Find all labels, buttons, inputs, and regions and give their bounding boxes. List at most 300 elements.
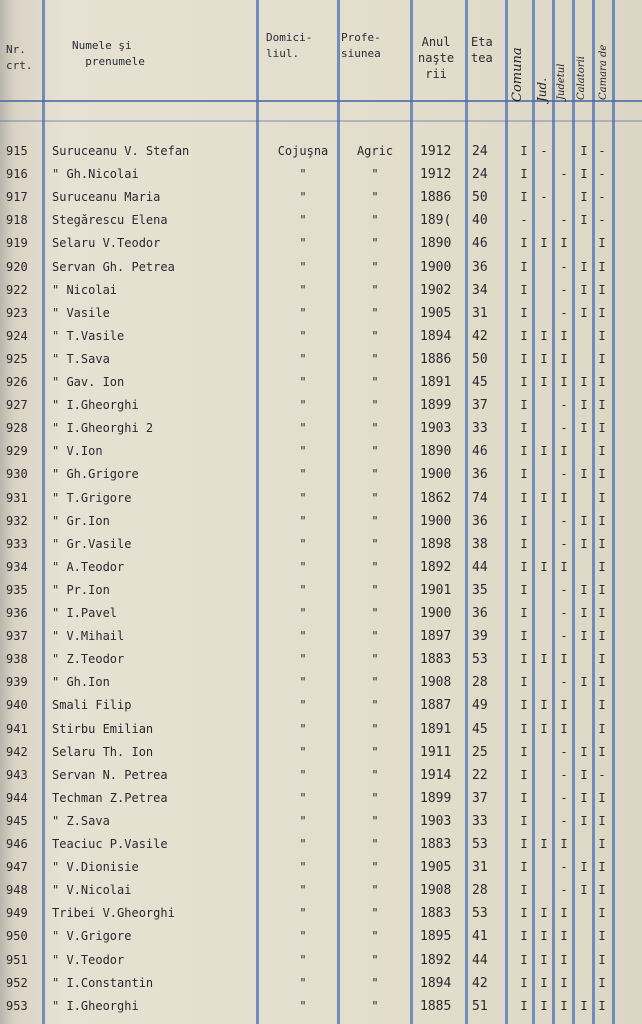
mark-4: I xyxy=(580,536,588,551)
mark-3: I xyxy=(560,559,568,574)
mark-5: I xyxy=(598,652,606,667)
mark-2: - xyxy=(540,190,548,205)
row-number: 922 xyxy=(6,282,28,297)
person-name: " V.Nicolai xyxy=(52,883,132,898)
mark-3: - xyxy=(560,398,568,413)
domiciliu: " xyxy=(299,236,307,251)
mark-3: - xyxy=(560,282,568,297)
profesiune: " xyxy=(371,236,379,251)
profesiune: " xyxy=(371,744,379,759)
mark-4: I xyxy=(580,513,588,528)
row-number: 937 xyxy=(6,629,28,644)
mark-4: I xyxy=(580,398,588,413)
mark-1: I xyxy=(520,444,528,459)
domiciliu: " xyxy=(299,652,307,667)
mark-5: - xyxy=(598,167,606,182)
age: 24 xyxy=(472,167,488,183)
person-name: " Pr.Ion xyxy=(52,582,110,597)
mark-4: I xyxy=(580,606,588,620)
age: 49 xyxy=(472,698,488,714)
row-number: 936 xyxy=(6,606,28,620)
domiciliu: " xyxy=(299,259,307,274)
mark-3: I xyxy=(560,490,568,505)
mark-5: I xyxy=(598,675,606,690)
domiciliu: " xyxy=(299,190,307,205)
age: 42 xyxy=(472,975,488,991)
age: 50 xyxy=(472,351,488,367)
table-row xyxy=(0,741,642,764)
row-number: 943 xyxy=(6,767,28,782)
mark-1: I xyxy=(520,998,528,1013)
person-name: Techman Z.Petrea xyxy=(52,790,168,805)
mark-1: I xyxy=(520,582,528,597)
mark-5: I xyxy=(598,236,606,251)
mark-1: I xyxy=(520,767,528,782)
mark-5: I xyxy=(598,536,606,551)
header-mark-2: Jud. xyxy=(535,77,549,102)
birth-year: 1900 xyxy=(420,259,452,275)
mark-1: I xyxy=(520,259,528,274)
mark-1: I xyxy=(520,328,528,343)
table-row xyxy=(0,879,642,902)
mark-3: - xyxy=(560,305,568,320)
table-row xyxy=(0,718,642,741)
mark-2: I xyxy=(540,952,548,967)
age: 24 xyxy=(472,144,488,159)
mark-1: I xyxy=(520,282,528,297)
mark-3: - xyxy=(560,767,568,782)
birth-year: 1883 xyxy=(420,837,452,852)
row-number: 924 xyxy=(6,328,28,343)
mark-1: I xyxy=(520,144,528,158)
birth-year: 1883 xyxy=(420,906,452,922)
domiciliu: " xyxy=(299,536,307,551)
row-number: 926 xyxy=(6,375,28,389)
mark-3: I xyxy=(560,952,568,967)
age: 33 xyxy=(472,813,488,829)
mark-4: I xyxy=(580,467,588,482)
mark-1: I xyxy=(520,837,528,851)
age: 39 xyxy=(472,629,488,645)
domiciliu: " xyxy=(299,675,307,690)
birth-year: 189( xyxy=(420,213,452,229)
domiciliu: " xyxy=(299,328,307,343)
mark-4: I xyxy=(580,767,588,782)
mark-4: I xyxy=(580,883,588,898)
table-row xyxy=(0,510,642,533)
mark-4: I xyxy=(580,629,588,644)
mark-5: I xyxy=(598,513,606,528)
person-name: " Gh.Nicolai xyxy=(52,167,139,182)
mark-3: - xyxy=(560,675,568,690)
birth-year: 1892 xyxy=(420,559,452,575)
person-name: " Z.Teodor xyxy=(52,652,125,667)
age: 53 xyxy=(472,652,488,668)
mark-1: I xyxy=(520,952,528,967)
age: 36 xyxy=(472,467,488,483)
mark-5: I xyxy=(598,282,606,297)
header-name: Numele şi prenumele xyxy=(72,39,145,68)
mark-3: - xyxy=(560,513,568,528)
table-row xyxy=(0,579,642,602)
mark-2: I xyxy=(540,236,548,251)
domiciliu: " xyxy=(299,975,307,990)
domiciliu: " xyxy=(299,559,307,574)
person-name: Servan N. Petrea xyxy=(52,767,168,782)
row-number: 945 xyxy=(6,813,28,828)
row-number: 927 xyxy=(6,398,28,413)
profesiune: " xyxy=(371,767,379,782)
mark-3: I xyxy=(560,236,568,251)
mark-5: I xyxy=(598,698,606,713)
mark-2: I xyxy=(540,837,548,851)
birth-year: 1912 xyxy=(420,144,452,159)
birth-year: 1897 xyxy=(420,629,452,645)
mark-4: I xyxy=(580,860,588,875)
table-row xyxy=(0,140,642,163)
table-row xyxy=(0,256,642,279)
row-number: 951 xyxy=(6,952,28,967)
person-name: " Gh.Grigore xyxy=(52,467,139,482)
domiciliu: " xyxy=(299,952,307,967)
profesiune: " xyxy=(371,629,379,644)
mark-3: I xyxy=(560,652,568,667)
age: 44 xyxy=(472,559,488,575)
table-row xyxy=(0,186,642,209)
profesiune: " xyxy=(371,444,379,459)
mark-5: I xyxy=(598,906,606,921)
header-mark-3: Judetul xyxy=(556,63,567,100)
mark-5: I xyxy=(598,975,606,990)
mark-1: I xyxy=(520,398,528,413)
mark-3: I xyxy=(560,721,568,736)
domiciliu: " xyxy=(299,744,307,759)
person-name: Stirbu Emilian xyxy=(52,721,154,736)
mark-1: I xyxy=(520,513,528,528)
birth-year: 1883 xyxy=(420,652,452,668)
domiciliu: " xyxy=(299,582,307,597)
row-number: 932 xyxy=(6,513,28,528)
mark-4: I xyxy=(580,259,588,274)
row-number: 935 xyxy=(6,582,28,597)
row-number: 940 xyxy=(6,698,28,713)
table-row xyxy=(0,487,642,510)
domiciliu: " xyxy=(299,813,307,828)
person-name: " V.Ion xyxy=(52,444,103,459)
table-row xyxy=(0,325,642,348)
mark-1: - xyxy=(520,213,528,228)
birth-year: 1885 xyxy=(420,998,452,1014)
mark-4: I xyxy=(580,282,588,297)
person-name: " Gr.Vasile xyxy=(52,536,132,551)
mark-5: I xyxy=(598,305,606,320)
row-number: 944 xyxy=(6,790,28,805)
mark-2: I xyxy=(540,444,548,459)
mark-1: I xyxy=(520,883,528,898)
birth-year: 1891 xyxy=(420,721,452,737)
person-name: " Gh.Ion xyxy=(52,675,110,690)
mark-1: I xyxy=(520,813,528,828)
mark-1: I xyxy=(520,606,528,620)
age: 53 xyxy=(472,906,488,922)
mark-2: I xyxy=(540,490,548,505)
mark-3: - xyxy=(560,536,568,551)
mark-5: I xyxy=(598,929,606,944)
domiciliu: " xyxy=(299,375,307,389)
mark-4: I xyxy=(580,790,588,805)
birth-year: 1895 xyxy=(420,929,452,945)
mark-4: I xyxy=(580,213,588,228)
person-name: Teaciuc P.Vasile xyxy=(52,837,168,851)
table-row xyxy=(0,810,642,833)
mark-3: - xyxy=(560,790,568,805)
table-row xyxy=(0,764,642,787)
person-name: " V.Mihail xyxy=(52,629,125,644)
age: 38 xyxy=(472,536,488,552)
mark-5: - xyxy=(598,213,606,228)
age: 42 xyxy=(472,328,488,344)
person-name: Selaru V.Teodor xyxy=(52,236,161,251)
mark-1: I xyxy=(520,305,528,320)
domiciliu: " xyxy=(299,860,307,875)
person-name: Suruceanu Maria xyxy=(52,190,161,205)
age: 33 xyxy=(472,421,488,437)
person-name: Stegărescu Elena xyxy=(52,213,168,228)
mark-3: - xyxy=(560,813,568,828)
domiciliu: " xyxy=(299,282,307,297)
mark-5: I xyxy=(598,883,606,898)
profesiune: " xyxy=(371,282,379,297)
birth-year: 1908 xyxy=(420,883,452,899)
person-name: " I.Pavel xyxy=(52,606,118,620)
table-row xyxy=(0,902,642,925)
mark-1: I xyxy=(520,790,528,805)
birth-year: 1894 xyxy=(420,328,452,344)
person-name: " V.Dionisie xyxy=(52,860,139,875)
mark-1: I xyxy=(520,929,528,944)
row-number: 915 xyxy=(6,144,28,158)
domiciliu: " xyxy=(299,398,307,413)
birth-year: 1887 xyxy=(420,698,452,714)
domiciliu: " xyxy=(299,213,307,228)
person-name: " T.Vasile xyxy=(52,328,125,343)
domiciliu: " xyxy=(299,167,307,182)
table-row xyxy=(0,602,642,625)
profesiune: " xyxy=(371,490,379,505)
domiciliu: " xyxy=(299,305,307,320)
mark-1: I xyxy=(520,490,528,505)
birth-year: 1892 xyxy=(420,952,452,968)
birth-year: 1901 xyxy=(420,582,452,598)
domiciliu: " xyxy=(299,606,307,620)
domiciliu: " xyxy=(299,444,307,459)
mark-1: I xyxy=(520,721,528,736)
person-name: " I.Gheorghi xyxy=(52,998,139,1013)
domiciliu: Cojuşna xyxy=(277,144,329,158)
age: 40 xyxy=(472,213,488,229)
mark-3: - xyxy=(560,167,568,182)
row-number: 925 xyxy=(6,351,28,366)
profesiune: " xyxy=(371,398,379,413)
mark-4: I xyxy=(580,744,588,759)
mark-5: - xyxy=(598,144,606,158)
profesiune: " xyxy=(371,698,379,713)
profesiune: " xyxy=(371,837,379,851)
mark-3: I xyxy=(560,998,568,1013)
age: 53 xyxy=(472,837,488,852)
table-row xyxy=(0,302,642,325)
table-row xyxy=(0,856,642,879)
birth-year: 1862 xyxy=(420,490,452,506)
row-number: 919 xyxy=(6,236,28,251)
birth-year: 1899 xyxy=(420,790,452,806)
mark-4: I xyxy=(580,305,588,320)
birth-year: 1903 xyxy=(420,813,452,829)
row-number: 929 xyxy=(6,444,28,459)
mark-3: I xyxy=(560,375,568,389)
profesiune: " xyxy=(371,536,379,551)
mark-3: - xyxy=(560,421,568,436)
row-number: 916 xyxy=(6,167,28,182)
profesiune: " xyxy=(371,975,379,990)
age: 31 xyxy=(472,860,488,876)
mark-2: I xyxy=(540,998,548,1013)
mark-5: I xyxy=(598,813,606,828)
domiciliu: " xyxy=(299,790,307,805)
mark-3: I xyxy=(560,929,568,944)
person-name: " T.Grigore xyxy=(52,490,132,505)
mark-5: I xyxy=(598,629,606,644)
row-number: 942 xyxy=(6,744,28,759)
row-number: 950 xyxy=(6,929,28,944)
birth-year: 1914 xyxy=(420,767,452,783)
birth-year: 1899 xyxy=(420,398,452,414)
domiciliu: " xyxy=(299,929,307,944)
person-name: " I.Gheorghi 2 xyxy=(52,421,154,436)
table-row xyxy=(0,671,642,694)
table-row xyxy=(0,625,642,648)
row-number: 938 xyxy=(6,652,28,667)
header-nr: Nr. crt. xyxy=(6,43,33,72)
domiciliu: " xyxy=(299,490,307,505)
table-row xyxy=(0,833,642,856)
person-name: " V.Teodor xyxy=(52,952,125,967)
mark-5: I xyxy=(598,559,606,574)
table-row xyxy=(0,348,642,371)
mark-2: I xyxy=(540,559,548,574)
profesiune: " xyxy=(371,259,379,274)
mark-1: I xyxy=(520,744,528,759)
age: 41 xyxy=(472,929,488,945)
age: 45 xyxy=(472,375,488,390)
mark-3: - xyxy=(560,259,568,274)
mark-5: I xyxy=(598,351,606,366)
age: 34 xyxy=(472,282,488,298)
profesiune: " xyxy=(371,790,379,805)
mark-1: I xyxy=(520,559,528,574)
profesiune: " xyxy=(371,213,379,228)
birth-year: 1900 xyxy=(420,606,452,621)
person-name: " Nicolai xyxy=(52,282,118,297)
mark-3: I xyxy=(560,906,568,921)
row-number: 939 xyxy=(6,675,28,690)
mark-1: I xyxy=(520,375,528,389)
person-name: " Vasile xyxy=(52,305,110,320)
table-row xyxy=(0,209,642,232)
row-number: 917 xyxy=(6,190,28,205)
row-number: 948 xyxy=(6,883,28,898)
mark-5: I xyxy=(598,328,606,343)
mark-5: - xyxy=(598,190,606,205)
profesiune: " xyxy=(371,952,379,967)
mark-5: I xyxy=(598,421,606,436)
mark-4: I xyxy=(580,998,588,1013)
mark-4: I xyxy=(580,375,588,389)
table-row xyxy=(0,279,642,302)
mark-3: - xyxy=(560,606,568,620)
mark-1: I xyxy=(520,698,528,713)
mark-3: - xyxy=(560,467,568,482)
mark-2: I xyxy=(540,652,548,667)
person-name: Suruceanu V. Stefan xyxy=(52,144,190,158)
mark-2: I xyxy=(540,328,548,343)
mark-3: - xyxy=(560,582,568,597)
profesiune: " xyxy=(371,421,379,436)
profesiune: " xyxy=(371,998,379,1013)
row-number: 920 xyxy=(6,259,28,274)
profesiune: " xyxy=(371,190,379,205)
age: 36 xyxy=(472,259,488,275)
birth-year: 1900 xyxy=(420,513,452,529)
mark-4: I xyxy=(580,190,588,205)
mark-3: I xyxy=(560,698,568,713)
mark-1: I xyxy=(520,906,528,921)
mark-5: I xyxy=(598,837,606,851)
mark-5: I xyxy=(598,744,606,759)
domiciliu: " xyxy=(299,906,307,921)
domiciliu: " xyxy=(299,351,307,366)
birth-year: 1900 xyxy=(420,467,452,483)
table-row xyxy=(0,440,642,463)
person-name: Tribei V.Gheorghi xyxy=(52,906,175,921)
profesiune: " xyxy=(371,652,379,667)
age: 74 xyxy=(472,490,488,506)
mark-4: I xyxy=(580,582,588,597)
table-row xyxy=(0,556,642,579)
row-number: 947 xyxy=(6,860,28,875)
mark-4: I xyxy=(580,421,588,436)
mark-1: I xyxy=(520,536,528,551)
row-number: 931 xyxy=(6,490,28,505)
header-domiciliu: Domici- liul. xyxy=(266,31,313,60)
mark-4: I xyxy=(580,167,588,182)
age: 37 xyxy=(472,790,488,806)
mark-3: I xyxy=(560,444,568,459)
mark-3: I xyxy=(560,837,568,851)
header-rule xyxy=(0,120,642,122)
table-row xyxy=(0,925,642,948)
age: 46 xyxy=(472,236,488,252)
domiciliu: " xyxy=(299,467,307,482)
mark-2: I xyxy=(540,721,548,736)
header-etatea: Eta tea xyxy=(471,35,493,65)
domiciliu: " xyxy=(299,698,307,713)
mark-4: I xyxy=(580,675,588,690)
mark-3: - xyxy=(560,860,568,875)
mark-5: I xyxy=(598,860,606,875)
profesiune: " xyxy=(371,351,379,366)
mark-1: I xyxy=(520,467,528,482)
